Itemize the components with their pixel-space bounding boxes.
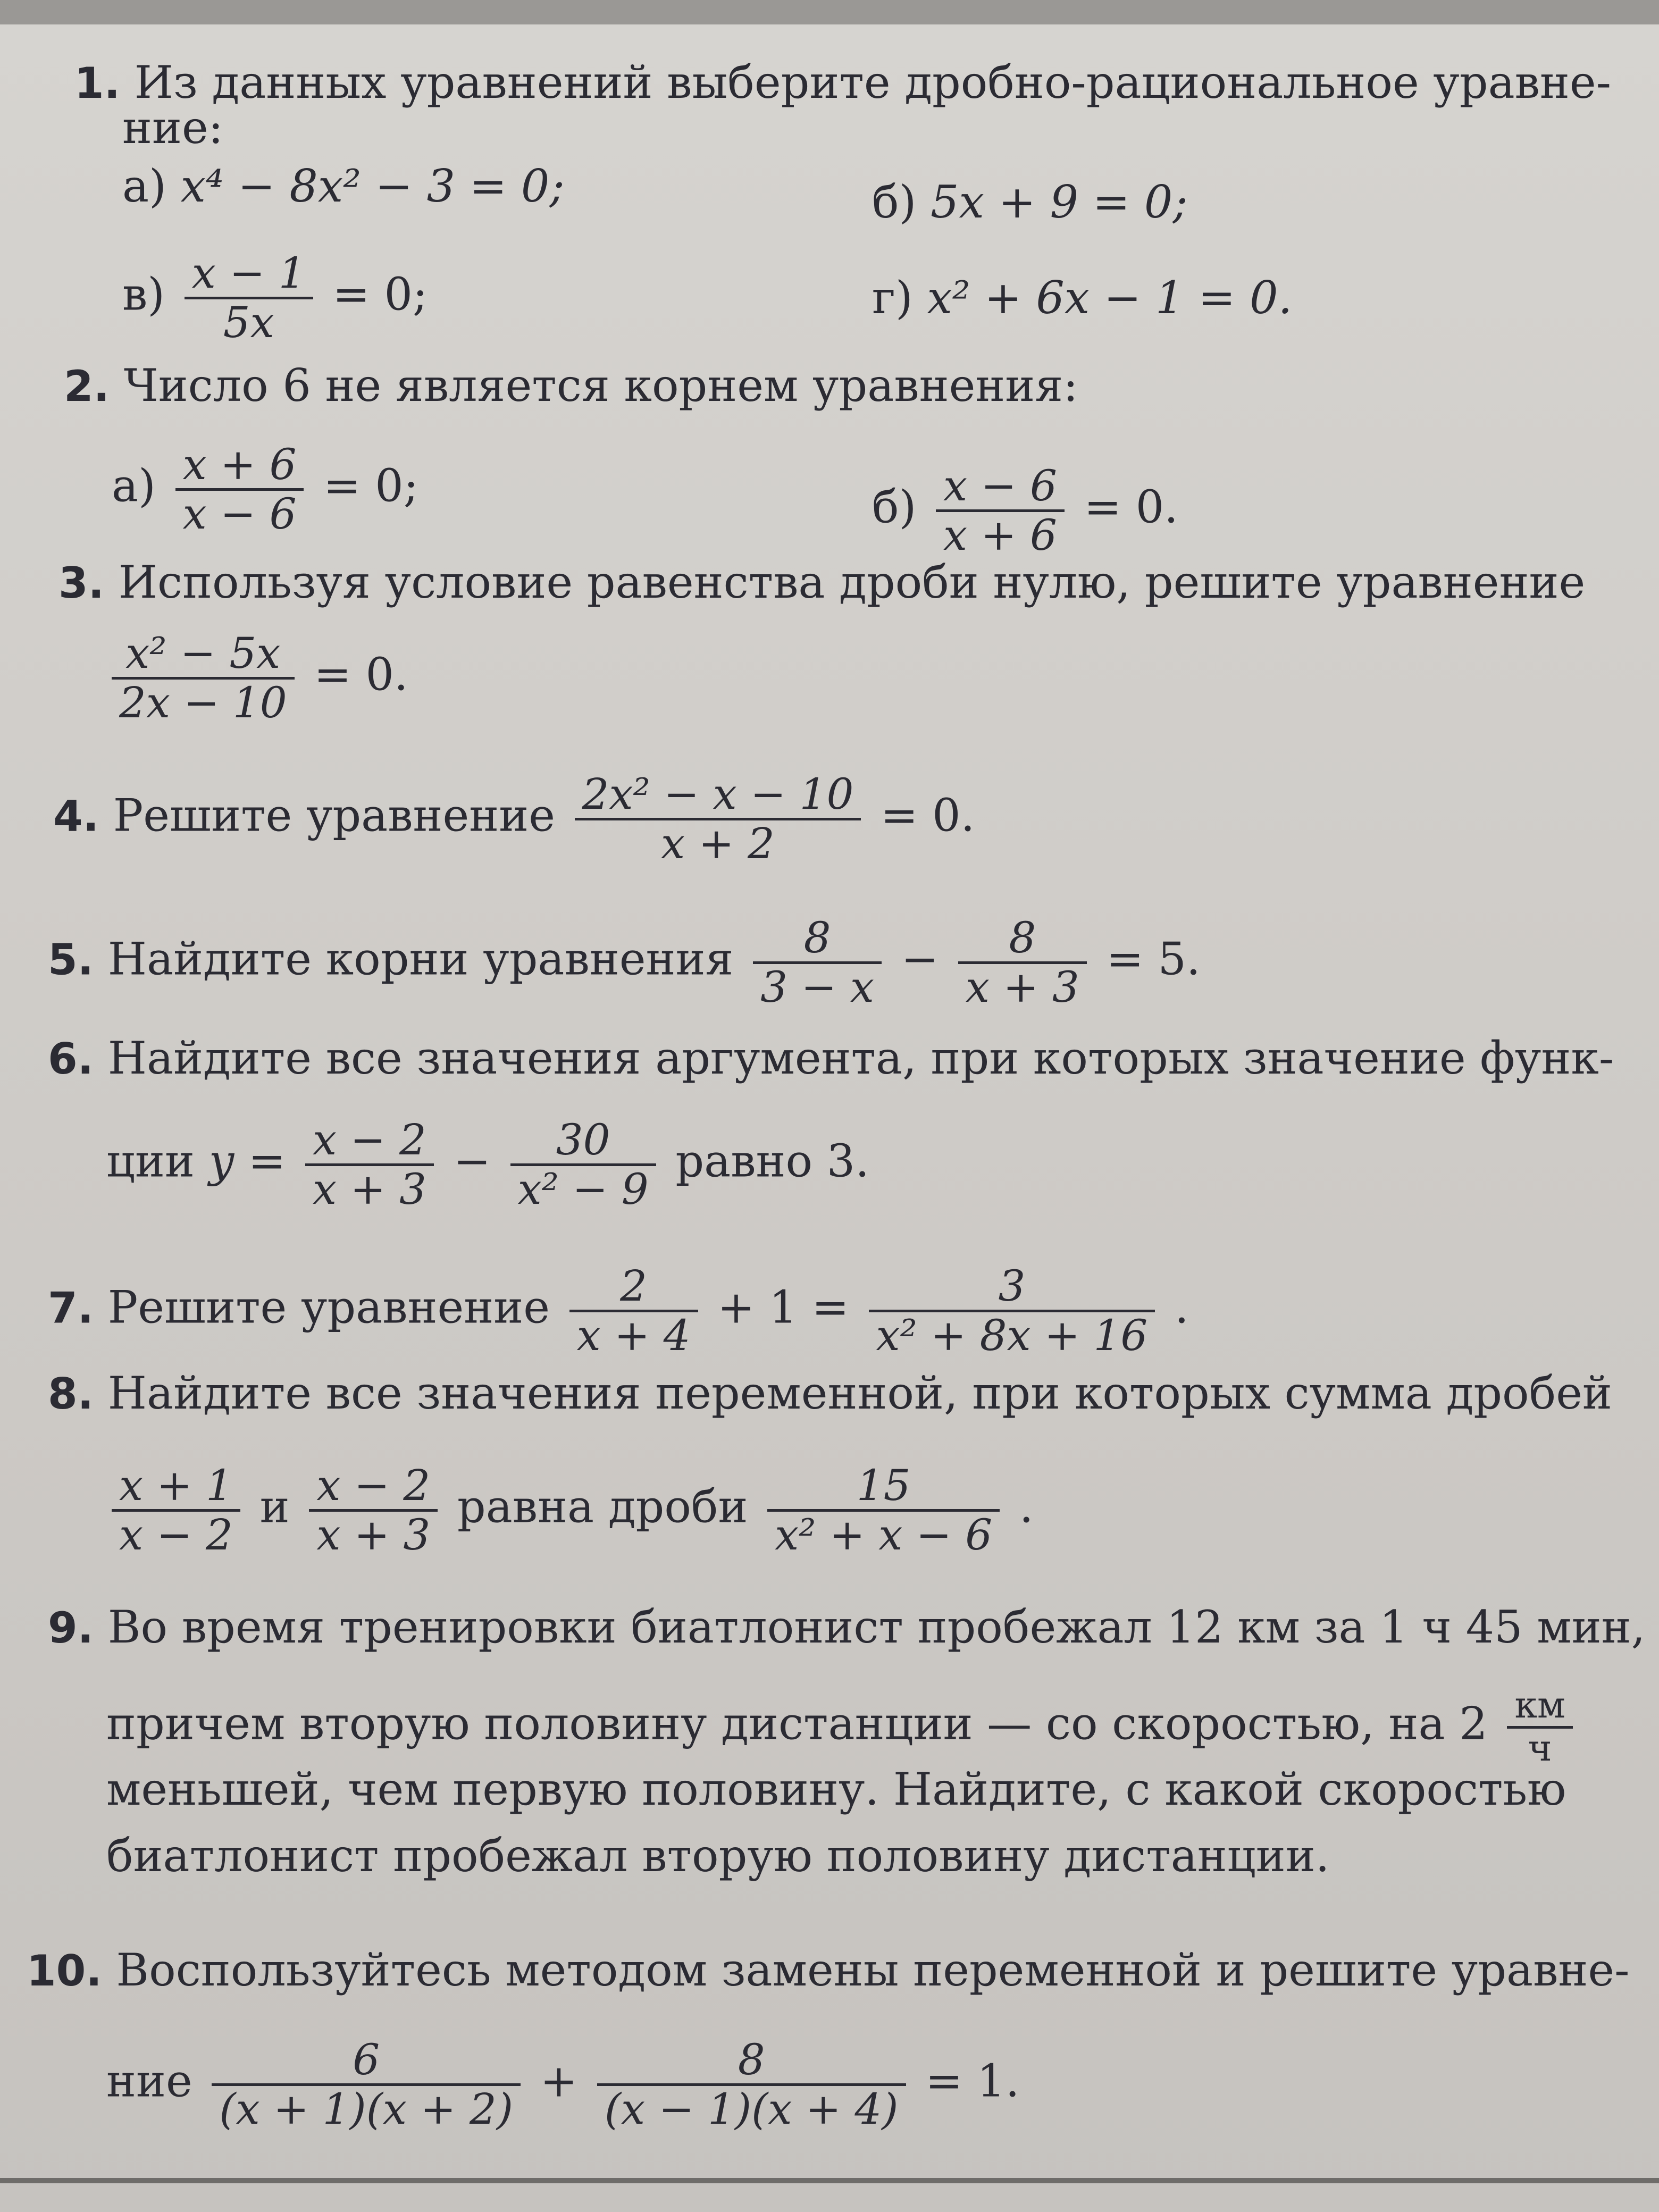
task-6-number: 6. bbox=[48, 1034, 94, 1084]
option-a-fraction: $\frac{x + 6}{x - 6}$ bbox=[175, 441, 304, 538]
task-5-line bbox=[48, 915, 1201, 1011]
task-9-heading bbox=[48, 1601, 1645, 1655]
option-b-label: б) bbox=[872, 176, 917, 228]
task-8-fraction-1: $\frac{x + 1}{x - 2}$ bbox=[112, 1462, 240, 1559]
task-6-equation bbox=[106, 1117, 869, 1213]
task-9-text-2: причем вторую половину дистанции — со скоростью, на 2 bbox=[106, 1697, 1488, 1750]
option-a-label: а) bbox=[112, 459, 156, 512]
task-8-fraction-2: $\frac{x - 2}{x + 3}$ bbox=[309, 1462, 438, 1559]
task-7-fraction-2: $\frac{3}{\text{x² + 8x + 16}}$ bbox=[869, 1263, 1155, 1359]
task-10-tail: = 1. bbox=[925, 2055, 1020, 2107]
option-v-tail: = 0; bbox=[332, 268, 428, 321]
task-8-tail: . bbox=[1019, 1480, 1034, 1533]
option-a-label: а) bbox=[122, 160, 166, 212]
task-1-option-b bbox=[872, 175, 1188, 229]
task-7-number: 7. bbox=[48, 1283, 94, 1333]
task-6-fraction-2: $\frac{30}{\text{x² − 9}}$ bbox=[510, 1117, 656, 1213]
task-10-text: Воспользуйтесь методом замены переменной и решите уравне- bbox=[116, 1944, 1630, 1996]
task-9-text-3: меньшей, чем первую половину. Найдите, с какой скоростью bbox=[106, 1763, 1566, 1815]
task-4-line bbox=[53, 771, 975, 867]
option-b-expression: 5x + 9 = 0; bbox=[931, 176, 1188, 228]
task-9-unit-fraction: $\frac{км}{ч}$ bbox=[1507, 1686, 1572, 1769]
task-1-heading bbox=[74, 56, 1611, 110]
option-a-expression: x⁴ − 8x² − 3 = 0; bbox=[180, 160, 565, 212]
task-10-equation bbox=[106, 2037, 1019, 2133]
task-10-fraction-1: $\frac{6}{(x + 1)(x + 2)}$ bbox=[212, 2037, 521, 2133]
bottom-rule bbox=[0, 2178, 1659, 2183]
task-7-fraction-1: $\frac{2}{x + 4}$ bbox=[569, 1263, 698, 1359]
task-6-fraction-1: $\frac{x - 2}{x + 3}$ bbox=[305, 1117, 434, 1213]
task-8-number: 8. bbox=[48, 1369, 94, 1419]
task-4-fraction: $\frac{\text{2x² − x − 10}}{x + 2}$ bbox=[575, 771, 861, 867]
task-3-fraction: $\frac{\text{x² − 5x}}{2x - 10}$ bbox=[112, 630, 295, 726]
option-v-label: в) bbox=[122, 268, 165, 321]
task-3-equation bbox=[106, 630, 408, 726]
task-10-operator: + bbox=[540, 2055, 578, 2107]
task-10-number: 10. bbox=[27, 1946, 102, 1996]
task-8-fraction-3: $\frac{15}{\text{x² + x − 6}}$ bbox=[767, 1462, 1000, 1559]
task-1-option-v bbox=[122, 250, 428, 346]
option-b-tail: = 0. bbox=[1084, 481, 1178, 533]
task-3-tail: = 0. bbox=[314, 648, 408, 701]
task-6-y: y = bbox=[208, 1135, 286, 1187]
task-5-tail: = 5. bbox=[1106, 933, 1201, 985]
task-6-tail: равно 3. bbox=[675, 1135, 869, 1187]
task-5-operator: − bbox=[901, 933, 939, 985]
task-2-option-b bbox=[872, 463, 1178, 559]
task-7-text: Решите уравнение bbox=[107, 1281, 550, 1334]
task-7-line bbox=[48, 1263, 1189, 1359]
task-9-text: Во время тренировки биатлонист пробежал 12 км за 1 ч 45 мин, bbox=[107, 1601, 1646, 1653]
task-8-text-mid: равна дроби bbox=[457, 1480, 748, 1533]
task-8-text: Найдите все значения переменной, при которых сумма дробей bbox=[107, 1367, 1612, 1419]
task-10-text-cont: ние bbox=[106, 2055, 192, 2107]
task-8-and: и bbox=[259, 1480, 290, 1533]
option-a-tail: = 0; bbox=[323, 459, 418, 512]
task-6-text-cont: ции bbox=[106, 1135, 195, 1187]
task-1-text-cont: ние: bbox=[122, 102, 223, 154]
task-4-number: 4. bbox=[53, 791, 99, 841]
task-10-fraction-2: $\frac{8}{(x - 1)(x + 4)}$ bbox=[597, 2037, 906, 2133]
task-1-number: 1. bbox=[74, 58, 121, 108]
task-10-heading bbox=[27, 1943, 1629, 1998]
task-5-number: 5. bbox=[48, 935, 94, 985]
task-2-text: Число 6 не является корнем уравнения: bbox=[123, 359, 1078, 412]
task-3-number: 3. bbox=[58, 558, 105, 608]
page-top-edge bbox=[0, 0, 1659, 24]
task-2-heading bbox=[64, 359, 1078, 413]
option-b-fraction: $\frac{x - 6}{x + 6}$ bbox=[936, 463, 1065, 559]
task-7-operator: + 1 = bbox=[717, 1281, 849, 1334]
task-3-text: Используя условие равенства дроби нулю, решите уравнение bbox=[118, 556, 1586, 608]
task-5-fraction-2: $\frac{8}{x + 3}$ bbox=[958, 915, 1087, 1011]
task-2-option-a bbox=[112, 441, 418, 538]
task-6-heading bbox=[48, 1032, 1614, 1086]
option-g-label: г) bbox=[872, 272, 913, 324]
task-5-fraction-1: $\frac{8}{3 - x}$ bbox=[753, 915, 882, 1011]
task-6-operator: − bbox=[453, 1135, 491, 1187]
option-v-fraction: $\frac{x - 1}{5x}$ bbox=[185, 250, 313, 346]
task-3-heading bbox=[58, 556, 1585, 610]
task-4-tail: = 0. bbox=[881, 789, 975, 842]
task-1-option-a bbox=[122, 160, 565, 213]
task-2-number: 2. bbox=[64, 362, 110, 411]
task-1-option-g bbox=[872, 271, 1292, 324]
task-5-text: Найдите корни уравнения bbox=[107, 933, 734, 985]
task-9-line-2 bbox=[106, 1686, 1578, 1769]
option-b-label: б) bbox=[872, 481, 917, 533]
task-9-number: 9. bbox=[48, 1603, 94, 1653]
task-4-text: Решите уравнение bbox=[113, 789, 555, 842]
option-g-expression: x² + 6x − 1 = 0. bbox=[927, 272, 1293, 324]
task-1-text: Из данных уравнений выберите дробно-рациональное уравне- bbox=[134, 56, 1612, 108]
task-9-text-4: биатлонист пробежал вторую половину дистанции. bbox=[106, 1830, 1330, 1882]
task-7-tail: . bbox=[1175, 1281, 1189, 1334]
task-8-heading bbox=[48, 1367, 1612, 1421]
task-8-equation bbox=[106, 1462, 1034, 1559]
task-6-text: Найдите все значения аргумента, при которых значение функ- bbox=[107, 1032, 1614, 1084]
